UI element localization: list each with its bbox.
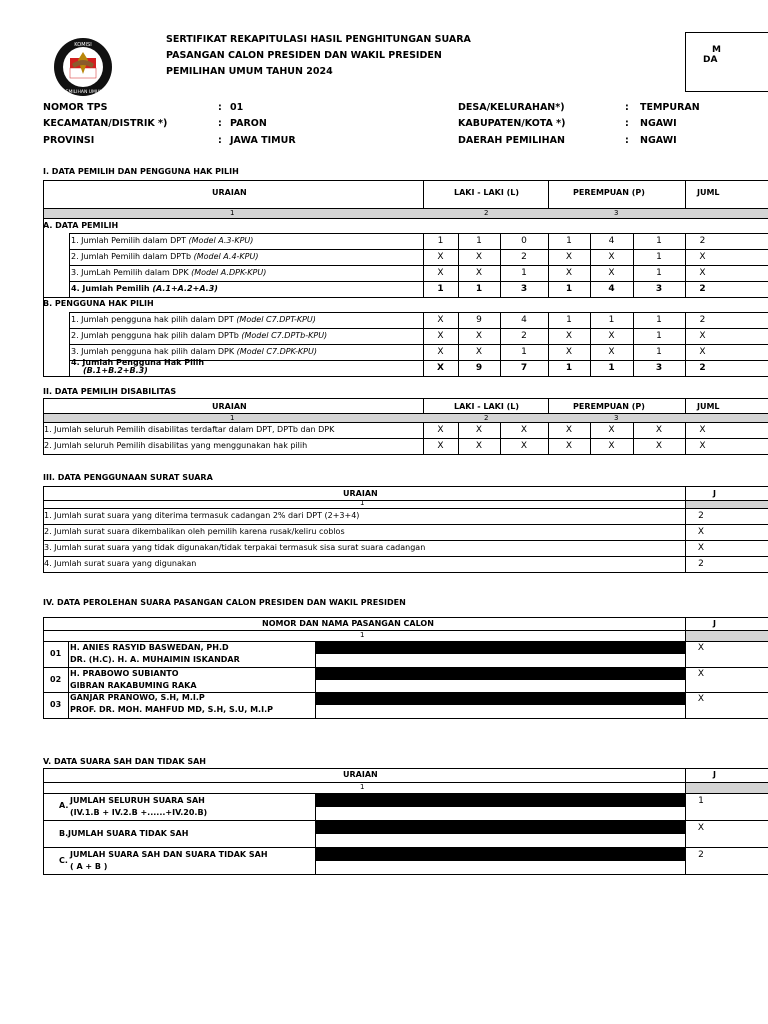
section-5-title: V. DATA SUARA SAH DAN TIDAK SAH (43, 757, 206, 766)
row-value: 2 (698, 511, 704, 521)
value-cell: X (437, 252, 444, 262)
info-sep: : (218, 118, 222, 129)
col-num: 1 (360, 499, 365, 507)
candidate-president: H. PRABOWO SUBIANTO (70, 669, 179, 678)
section-1-title: I. DATA PEMILIH DAN PENGGUNA HAK PILIH (43, 167, 239, 176)
value-cell: 7 (520, 363, 528, 373)
row-label: 2. Jumlah surat suara dikembalikan oleh pemilih karena rusak/keliru coblos (44, 527, 345, 536)
candidate-vice: DR. (H.C). H. A. MUHAIMIN ISKANDAR (70, 655, 240, 664)
value-cell: X (437, 425, 444, 435)
col-uraian: URAIAN (212, 188, 247, 197)
row-label: 4. Jumlah surat suara yang digunakan (44, 559, 197, 568)
value-cell: X (475, 441, 483, 451)
section-3-title: III. DATA PENGGUNAAN SURAT SUARA (43, 473, 213, 482)
value-cell: X (608, 441, 615, 451)
value-cell: 2 (699, 236, 706, 246)
doc-title-3: PEMILIHAN UMUM TAHUN 2024 (166, 66, 333, 77)
row-label: 3. JumLah Pemilih dalam DPK (Model A.DPK-KPU) (71, 268, 267, 277)
value-cell: 1 (656, 268, 662, 278)
row-label: 4. Jumlah Pemilih (A.1+A.2+A.3) (71, 284, 218, 293)
value-cell: 1 (566, 236, 572, 246)
row-label: 4. Jumlah Pengguna Hak Pilih (B.1+B.2+B.3) (71, 358, 205, 375)
form-code-box (685, 32, 768, 92)
logo-bottom-text: PEMILIHAN UMUM (62, 90, 104, 95)
col-jumlah: JUML (697, 188, 720, 197)
row-label: 1. Jumlah seluruh Pemilih disabilitas terdaftar dalam DPT, DPTb dan DPK (44, 425, 335, 434)
info-label: KABUPATEN/KOTA *) (458, 118, 566, 129)
value-cell: 0 (521, 236, 527, 246)
value-cell: X (565, 441, 573, 451)
value-cell: 1 (656, 236, 662, 246)
row-value: 1 (698, 796, 704, 806)
value-cell: X (437, 347, 444, 357)
info-value: PARON (230, 118, 267, 129)
value-cell: X (437, 315, 444, 325)
row-label: JUMLAH SELURUH SUARA SAH (70, 796, 205, 805)
row-sublabel: ( A + B ) (70, 862, 108, 871)
info-sep: : (625, 102, 629, 113)
value-cell: X (608, 268, 615, 278)
col-num: 1 (360, 783, 365, 791)
value-cell: X (565, 425, 573, 435)
value-cell: 9 (476, 315, 482, 325)
col-perempuan: PEREMPUAN (P) (573, 188, 645, 197)
candidate-votes: X (697, 694, 705, 704)
value-cell: X (520, 441, 528, 451)
col-num: 3 (614, 209, 619, 217)
row-value: 2 (698, 559, 704, 569)
value-cell: 1 (565, 284, 573, 294)
row-label: 2. Jumlah Pemilih dalam DPTb (Model A.4-KPU) (71, 252, 259, 261)
value-cell: X (699, 425, 706, 435)
value-cell: X (608, 331, 615, 341)
info-value: NGAWI (640, 135, 677, 146)
info-value: TEMPURAN (640, 102, 700, 113)
col-num: 1 (360, 631, 365, 639)
value-cell: X (565, 252, 573, 262)
col-laki: LAKI - LAKI (L) (454, 402, 520, 411)
value-cell: 1 (521, 347, 527, 357)
row-key: A. (59, 801, 69, 810)
row-value: X (697, 543, 705, 553)
value-cell: 1 (565, 363, 573, 373)
sub-heading: B. PENGGUNA HAK PILIH (43, 299, 154, 308)
value-cell: 9 (475, 363, 483, 373)
value-cell: X (655, 441, 663, 451)
info-label: KECAMATAN/DISTRIK *) (43, 118, 168, 129)
info-label: DAERAH PEMILIHAN (458, 135, 565, 146)
row-label: 1. Jumlah surat suara yang diterima termasuk cadangan 2% dari DPT (2+3+4) (44, 511, 360, 520)
value-cell: 1 (476, 236, 482, 246)
doc-title-1: SERTIFIKAT REKAPITULASI HASIL PENGHITUNGAN SUARA (166, 34, 471, 45)
col-jumlah: JUML (697, 402, 720, 411)
value-cell: X (699, 331, 706, 341)
candidate-votes: X (697, 643, 705, 653)
section-2-title: II. DATA PEMILIH DISABILITAS (43, 387, 177, 396)
value-cell: X (520, 425, 528, 435)
row-label: JUMLAH SUARA TIDAK SAH (68, 829, 189, 838)
value-cell: 4 (608, 284, 615, 294)
value-cell: X (608, 252, 615, 262)
col-perempuan: PEREMPUAN (P) (573, 402, 645, 411)
value-cell: 4 (521, 315, 527, 325)
value-cell: X (699, 347, 706, 357)
value-cell: X (475, 425, 483, 435)
value-cell: X (475, 268, 483, 278)
value-cell: X (699, 268, 706, 278)
row-value: 2 (698, 850, 704, 860)
value-cell: 1 (521, 268, 527, 278)
row-label: 1. Jumlah pengguna hak pilih dalam DPT (Model C7.DPT-KPU) (71, 315, 316, 324)
value-cell: 2 (521, 252, 527, 262)
value-cell: 1 (437, 284, 444, 294)
value-cell: 1 (437, 236, 444, 246)
value-cell: X (608, 347, 615, 357)
section-4-title: IV. DATA PEROLEHAN SUARA PASANGAN CALON PRESIDEN DAN WAKIL PRESIDEN (43, 598, 406, 607)
col-laki: LAKI - LAKI (L) (454, 188, 520, 197)
candidate-vice: GIBRAN RAKABUMING RAKA (70, 681, 197, 690)
value-cell: X (437, 268, 444, 278)
candidate-votes: X (697, 669, 705, 679)
value-cell: X (565, 268, 573, 278)
info-label: NOMOR TPS (43, 102, 108, 113)
value-cell: X (699, 441, 706, 451)
row-label: 2. Jumlah seluruh Pemilih disabilitas yang menggunakan hak pilih (44, 441, 308, 450)
value-cell: 2 (521, 331, 527, 341)
value-cell: 3 (655, 284, 663, 294)
value-cell: X (437, 331, 444, 341)
value-cell: X (565, 331, 573, 341)
candidate-number: 03 (50, 700, 62, 709)
doc-title-2: PASANGAN CALON PRESIDEN DAN WAKIL PRESIDEN (166, 50, 442, 61)
value-cell: X (475, 347, 483, 357)
value-cell: 1 (656, 347, 662, 357)
col-uraian: URAIAN (343, 770, 378, 779)
row-label: 3. Jumlah surat suara yang tidak digunakan/tidak terpakai termasuk sisa surat suara cadangan (44, 543, 426, 552)
value-cell: X (565, 347, 573, 357)
value-cell: 1 (566, 315, 572, 325)
col-num: 2 (484, 414, 489, 422)
col-pasangan: NOMOR DAN NAMA PASANGAN CALON (262, 619, 434, 628)
form-code-line2: DA (703, 55, 718, 65)
candidate-number: 01 (50, 649, 62, 658)
col-uraian: URAIAN (212, 402, 247, 411)
value-cell: 1 (656, 315, 662, 325)
value-cell: 2 (699, 284, 706, 294)
row-value: X (697, 527, 705, 537)
row-sublabel: (IV.1.B + IV.2.B +......+IV.20.B) (70, 808, 208, 817)
col-num: 2 (484, 209, 489, 217)
col-num: 1 (230, 209, 235, 217)
value-cell: X (437, 363, 444, 373)
candidate-president: H. ANIES RASYID BASWEDAN, PH.D (70, 643, 229, 652)
value-cell: X (608, 425, 615, 435)
info-value: JAWA TIMUR (230, 135, 296, 146)
info-sep: : (625, 135, 629, 146)
value-cell: X (475, 252, 483, 262)
row-label: 2. Jumlah pengguna hak pilih dalam DPTb (Model C7.DPTb-KPU) (71, 331, 328, 340)
form-code-line1: M (712, 45, 721, 55)
value-cell: X (655, 425, 663, 435)
col-jumlah: J (713, 489, 716, 498)
row-label: JUMLAH SUARA SAH DAN SUARA TIDAK SAH (70, 850, 268, 859)
value-cell: 2 (699, 315, 706, 325)
info-value: NGAWI (640, 118, 677, 129)
col-jumlah: J (713, 770, 716, 779)
info-sep: : (218, 102, 222, 113)
candidate-vice: PROF. DR. MOH. MAHFUD MD, S.H, S.U, M.I.P (70, 705, 273, 714)
info-value: 01 (230, 102, 244, 113)
value-cell: 1 (656, 331, 662, 341)
value-cell: 4 (608, 236, 615, 246)
info-sep: : (625, 118, 629, 129)
row-label: 3. Jumlah pengguna hak pilih dalam DPK (Model C7.DPK-KPU) (71, 347, 317, 356)
info-label: PROVINSI (43, 135, 95, 146)
row-value: X (697, 823, 705, 833)
col-num: 1 (230, 414, 235, 422)
candidate-number: 02 (50, 675, 62, 684)
row-key: C. (59, 856, 68, 865)
value-cell: 1 (475, 284, 483, 294)
kpu-logo (48, 36, 118, 98)
row-key: B. (59, 829, 69, 838)
value-cell: 3 (520, 284, 528, 294)
logo-top-text: KOMISI (74, 42, 92, 48)
value-cell: 1 (608, 363, 615, 373)
value-cell: X (437, 441, 444, 451)
value-cell: 1 (656, 252, 662, 262)
col-uraian: URAIAN (343, 489, 378, 498)
value-cell: 1 (608, 315, 615, 325)
value-cell: X (475, 331, 483, 341)
info-sep: : (218, 135, 222, 146)
candidate-president: GANJAR PRANOWO, S.H, M.I.P (70, 693, 205, 702)
value-cell: X (699, 252, 706, 262)
sub-heading: A. DATA PEMILIH (43, 221, 119, 230)
col-jumlah: J (713, 619, 716, 628)
info-label: DESA/KELURAHAN*) (458, 102, 565, 113)
value-cell: 3 (655, 363, 663, 373)
value-cell: 2 (699, 363, 706, 373)
col-num: 3 (614, 414, 619, 422)
row-label: 1. Jumlah Pemilih dalam DPT (Model A.3-KPU) (71, 236, 254, 245)
